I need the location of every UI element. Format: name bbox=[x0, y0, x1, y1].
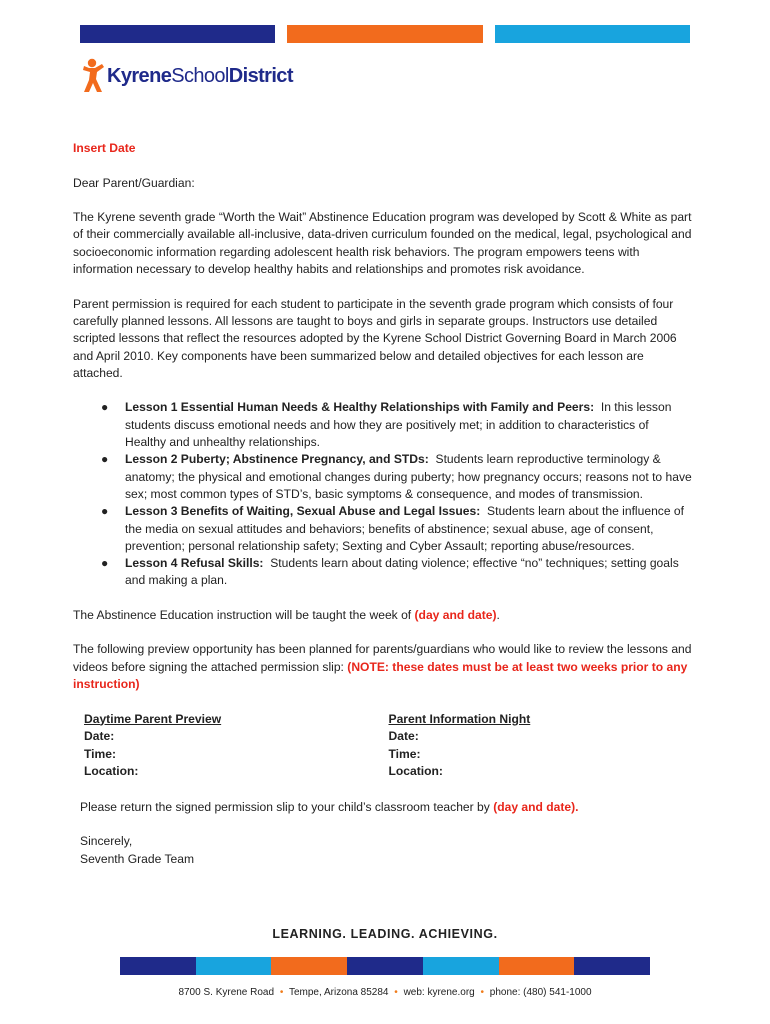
return-instructions: Please return the signed permission slip to your child’s classroom teacher by (day and date). bbox=[80, 799, 579, 814]
permission-description: Parent permission is required for each student to participate in the seventh grade program which consists of four carefully planned lessons. All lessons are taught to boys and girls in separate groups. Instructors use detailed scripted lessons that reflect the resources adopted by the Kyrene School District Governing Board in March 2006 and April 2010. Key components have been summarized below and detailed objectives for each lesson are attached. bbox=[73, 296, 677, 380]
list-item bbox=[73, 451, 693, 503]
footer-web-link[interactable]: web: kyrene.org bbox=[403, 987, 475, 998]
footer-address: 8700 S. Kyrene Road bbox=[178, 987, 275, 998]
lesson-text: In this lesson students discuss emotional needs and how they are positively met; in addition to characteristics of Healthy and unhealthy relationships. bbox=[125, 400, 672, 450]
list-item bbox=[73, 503, 693, 555]
lesson-text: Students learn about the influence of the media on sexual attitudes and behaviors; benefits of abstinence; sexual abuse, age of consent, prevention; personal relationship safety; Sexting and Cyber Assault; reporting abuse/resources. bbox=[125, 504, 685, 553]
separator-dot-icon: • bbox=[394, 987, 398, 998]
separator-dot-icon: • bbox=[480, 987, 485, 998]
footer-bar-segment bbox=[196, 957, 272, 975]
salutation: Dear Parent/Guardian: bbox=[73, 175, 195, 190]
footer-bar-segment bbox=[574, 957, 650, 975]
footer-bar-segment bbox=[271, 957, 347, 975]
daytime-preview-block bbox=[84, 711, 389, 781]
preview-opportunity: The following preview opportunity has been planned for parents/guardians who would like to review the lessons and videos before signing the attached permission slip: (NOTE: these dates must be at least two weeks prior to any instruction) bbox=[73, 642, 692, 691]
return-date-placeholder: (day and date). bbox=[493, 799, 579, 814]
daytime-location-label: Location: bbox=[84, 764, 139, 779]
footer-phone: phone: (480) 541-1000 bbox=[489, 987, 592, 998]
letter-body bbox=[73, 140, 693, 868]
header-color-bar bbox=[80, 25, 690, 43]
day-date-placeholder: (day and date) bbox=[414, 607, 497, 622]
footer-color-bar bbox=[120, 957, 650, 975]
person-figure-icon bbox=[80, 58, 106, 94]
closing: Sincerely, bbox=[80, 834, 133, 849]
header-bar-orange bbox=[287, 25, 482, 43]
bullet-icon: ● bbox=[101, 400, 109, 415]
header-bar-navy bbox=[80, 25, 275, 43]
list-item bbox=[73, 399, 693, 451]
night-preview-block bbox=[389, 711, 694, 781]
separator-dot-icon: • bbox=[279, 987, 284, 998]
night-date-label: Date: bbox=[388, 729, 419, 744]
header-bar-blue bbox=[495, 25, 690, 43]
lesson-text: Students learn about dating violence; effective “no” techniques; setting goals and making a plan. bbox=[125, 556, 679, 588]
preview-schedule bbox=[84, 711, 693, 781]
daytime-preview-heading: Daytime Parent Preview bbox=[84, 711, 222, 726]
bullet-icon: ● bbox=[101, 452, 109, 467]
lesson-text: Students learn reproductive terminology & anatomy; the physical and emotional changes during puberty; how pregnancy occurs; reasons not to have sex; most common types of STD’s, basic symptoms & consequence, and modes of transmission. bbox=[125, 452, 692, 501]
lesson-title: Lesson 4 Refusal Skills: bbox=[125, 556, 264, 571]
instruction-week: The Abstinence Education instruction will be taught the week of (day and date). bbox=[73, 607, 500, 622]
list-item bbox=[73, 555, 693, 590]
footer-contact bbox=[0, 987, 770, 998]
district-slogan: LEARNING. LEADING. ACHIEVING. bbox=[272, 927, 498, 941]
footer-bar-segment bbox=[120, 957, 196, 975]
daytime-time-label: Time: bbox=[84, 746, 117, 761]
footer-bar-segment bbox=[423, 957, 499, 975]
preview-note: (NOTE: these dates must be at least two weeks prior to any instruction) bbox=[73, 659, 688, 691]
bullet-icon: ● bbox=[101, 556, 109, 571]
insert-date-placeholder: Insert Date bbox=[73, 141, 136, 155]
night-time-label: Time: bbox=[388, 746, 421, 761]
footer-bar-segment bbox=[499, 957, 575, 975]
lesson-title: Lesson 1 Essential Human Needs & Healthy Relationships with Family and Peers: bbox=[125, 400, 595, 415]
program-description: The Kyrene seventh grade “Worth the Wait” Abstinence Education program was developed by Scott & White as part of their commercially available all-inclusive, data-driven curriculum founded on the medical, legal, psychological and socioeconomic information regarding adolescent health risk behaviors. The program empowers teens with information necessary to develop healthy habits and relationships and promotes risk avoidance. bbox=[73, 210, 692, 277]
night-location-label: Location: bbox=[388, 764, 443, 779]
district-logo bbox=[80, 58, 293, 94]
bullet-icon: ● bbox=[101, 504, 109, 519]
lesson-title: Lesson 3 Benefits of Waiting, Sexual Abuse and Legal Issues: bbox=[125, 504, 481, 519]
footer-city: Tempe, Arizona 85284 bbox=[288, 987, 389, 998]
night-preview-heading: Parent Information Night bbox=[388, 711, 531, 726]
signature: Seventh Grade Team bbox=[80, 851, 195, 866]
footer-bar-segment bbox=[347, 957, 423, 975]
daytime-date-label: Date: bbox=[84, 729, 115, 744]
lesson-list bbox=[73, 399, 693, 589]
lesson-title: Lesson 2 Puberty; Abstinence Pregnancy, and STDs: bbox=[125, 452, 429, 467]
district-logo-text: KyreneSchoolDistrict bbox=[107, 64, 293, 87]
